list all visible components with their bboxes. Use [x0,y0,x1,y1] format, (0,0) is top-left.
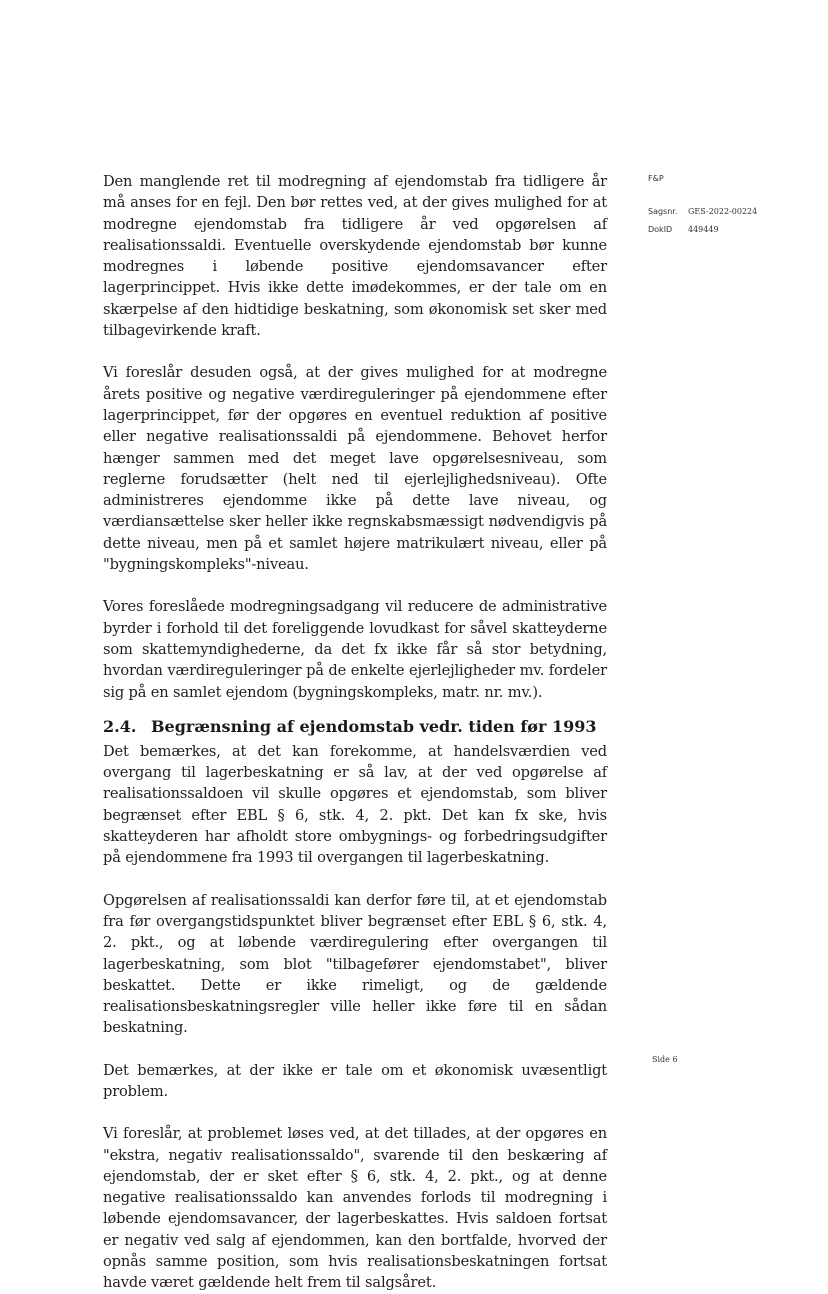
paragraph-5: Opgørelsen af realisationssaldi kan derfor føre til, at et ejendomstab fra før overgangstidspunktet bliver begrænset efter EBL § 6, stk. 4, 2. pkt., og at løbende værdiregulering efter overgangen til lagerbeskatning, som blot "tilbagefører ejendomstabet", bliver beskattet. Dette er ikke rimeligt, og de gældende realisationsbeskatningsregler ville heller ikke føre til en sådan beskatning. [103,891,607,1037]
case-number-row [648,207,818,225]
doc-id-label: DokID [648,225,673,234]
paragraph-3: Vores foreslåede modregningsadgang vil reducere de administrative byrder i forhold til det foreliggende lovudkast for såvel skatteyderne som skattemyndighederne, da det fx ikke får så stor betydning, hvordan værdireguleringer på de enkelte ejerlejligheder mv. fordeler sig på en samlet ejendom (bygningskompleks, matr. nr. mv.). [103,598,607,701]
section-heading [103,716,607,738]
paragraph-6: Det bemærkes, at der ikke er tale om et økonomisk uvæsentligt problem. [103,1061,607,1100]
org-initials: F&P [648,174,664,183]
case-number-label: Sagsnr. [648,207,678,216]
paragraph-2: Vi foreslår desuden også, at der gives mulighed for at modregne årets positive og negative værdireguleringer på ejendommene efter lagerprincippet, før der opgøres en eventuel reduktion af positive eller negative realisationssaldi på ejendommene. Behovet herfor hænger sammen med det meget lave opgørelsesniveau, som reglerne forudsætter (helt ned til ejerlejlighedsniveau). Ofte administreres ejendomme ikke på dette lave niveau, og værdiansættelse sker heller ikke regnskabsmæssigt nødvendigvis på dette niveau, men på et samlet højere matrikulært niveau, eller på "bygningskompleks"-niveau. [103,364,607,574]
section-title: Begrænsning af ejendomstab vedr. tiden før 1993 [151,716,597,736]
document-body [103,171,607,1294]
doc-id-value: 449449 [688,225,719,234]
section-number: 2.4. [103,716,137,736]
case-number-value: GES-2022-00224 [688,207,758,216]
paragraph-4: Det bemærkes, at det kan forekomme, at handelsværdien ved overgang til lagerbeskatning er så lav, at der ved opgørelse af realisationssaldoen vil skulle opgøres et ejendomstab, som bliver begrænset efter EBL § 6, stk. 4, 2. pkt. Det kan fx ske, hvis skatteyderen har afholdt store ombygnings- og forbedringsudgifter på ejendommene fra 1993 til overgangen til lagerbeskatning. [103,742,607,867]
document-sidebar [648,174,818,243]
paragraph-1: Den manglende ret til modregning af ejendomstab fra tidligere år må anses for en fejl. Den bør rettes ved, at der gives mulighed for at modregne ejendomstab fra tidligere år ved opgørelsen af realisationssaldi. Eventuelle overskydende ejendomstab bør kunne modregnes i løbende positive ejendomsavancer efter lagerprincippet. Hvis ikke dette imødekommes, er der tale om en skærpelse af den hidtidige beskatning, som økonomisk set sker med tilbagevirkende kraft. [103,173,607,340]
page-number: Side 6 [652,1055,678,1064]
paragraph-7: Vi foreslår, at problemet løses ved, at det tillades, at der opgøres en "ekstra, negativ realisationssaldo", svarende til den beskæring af ejendomstab, der er sket efter § 6, stk. 4, 2. pkt., og at denne negative realisationssaldo kan anvendes forlods til modregning i løbende ejendomsavancer, der lagerbeskattes. Hvis saldoen fortsat er negativ ved salg af ejendommen, kan den bortfalde, hvorved der opnås samme position, som hvis realisationsbeskatningen fortsat havde været gældende helt frem til salgsåret. [103,1125,607,1292]
doc-id-row [648,225,818,243]
